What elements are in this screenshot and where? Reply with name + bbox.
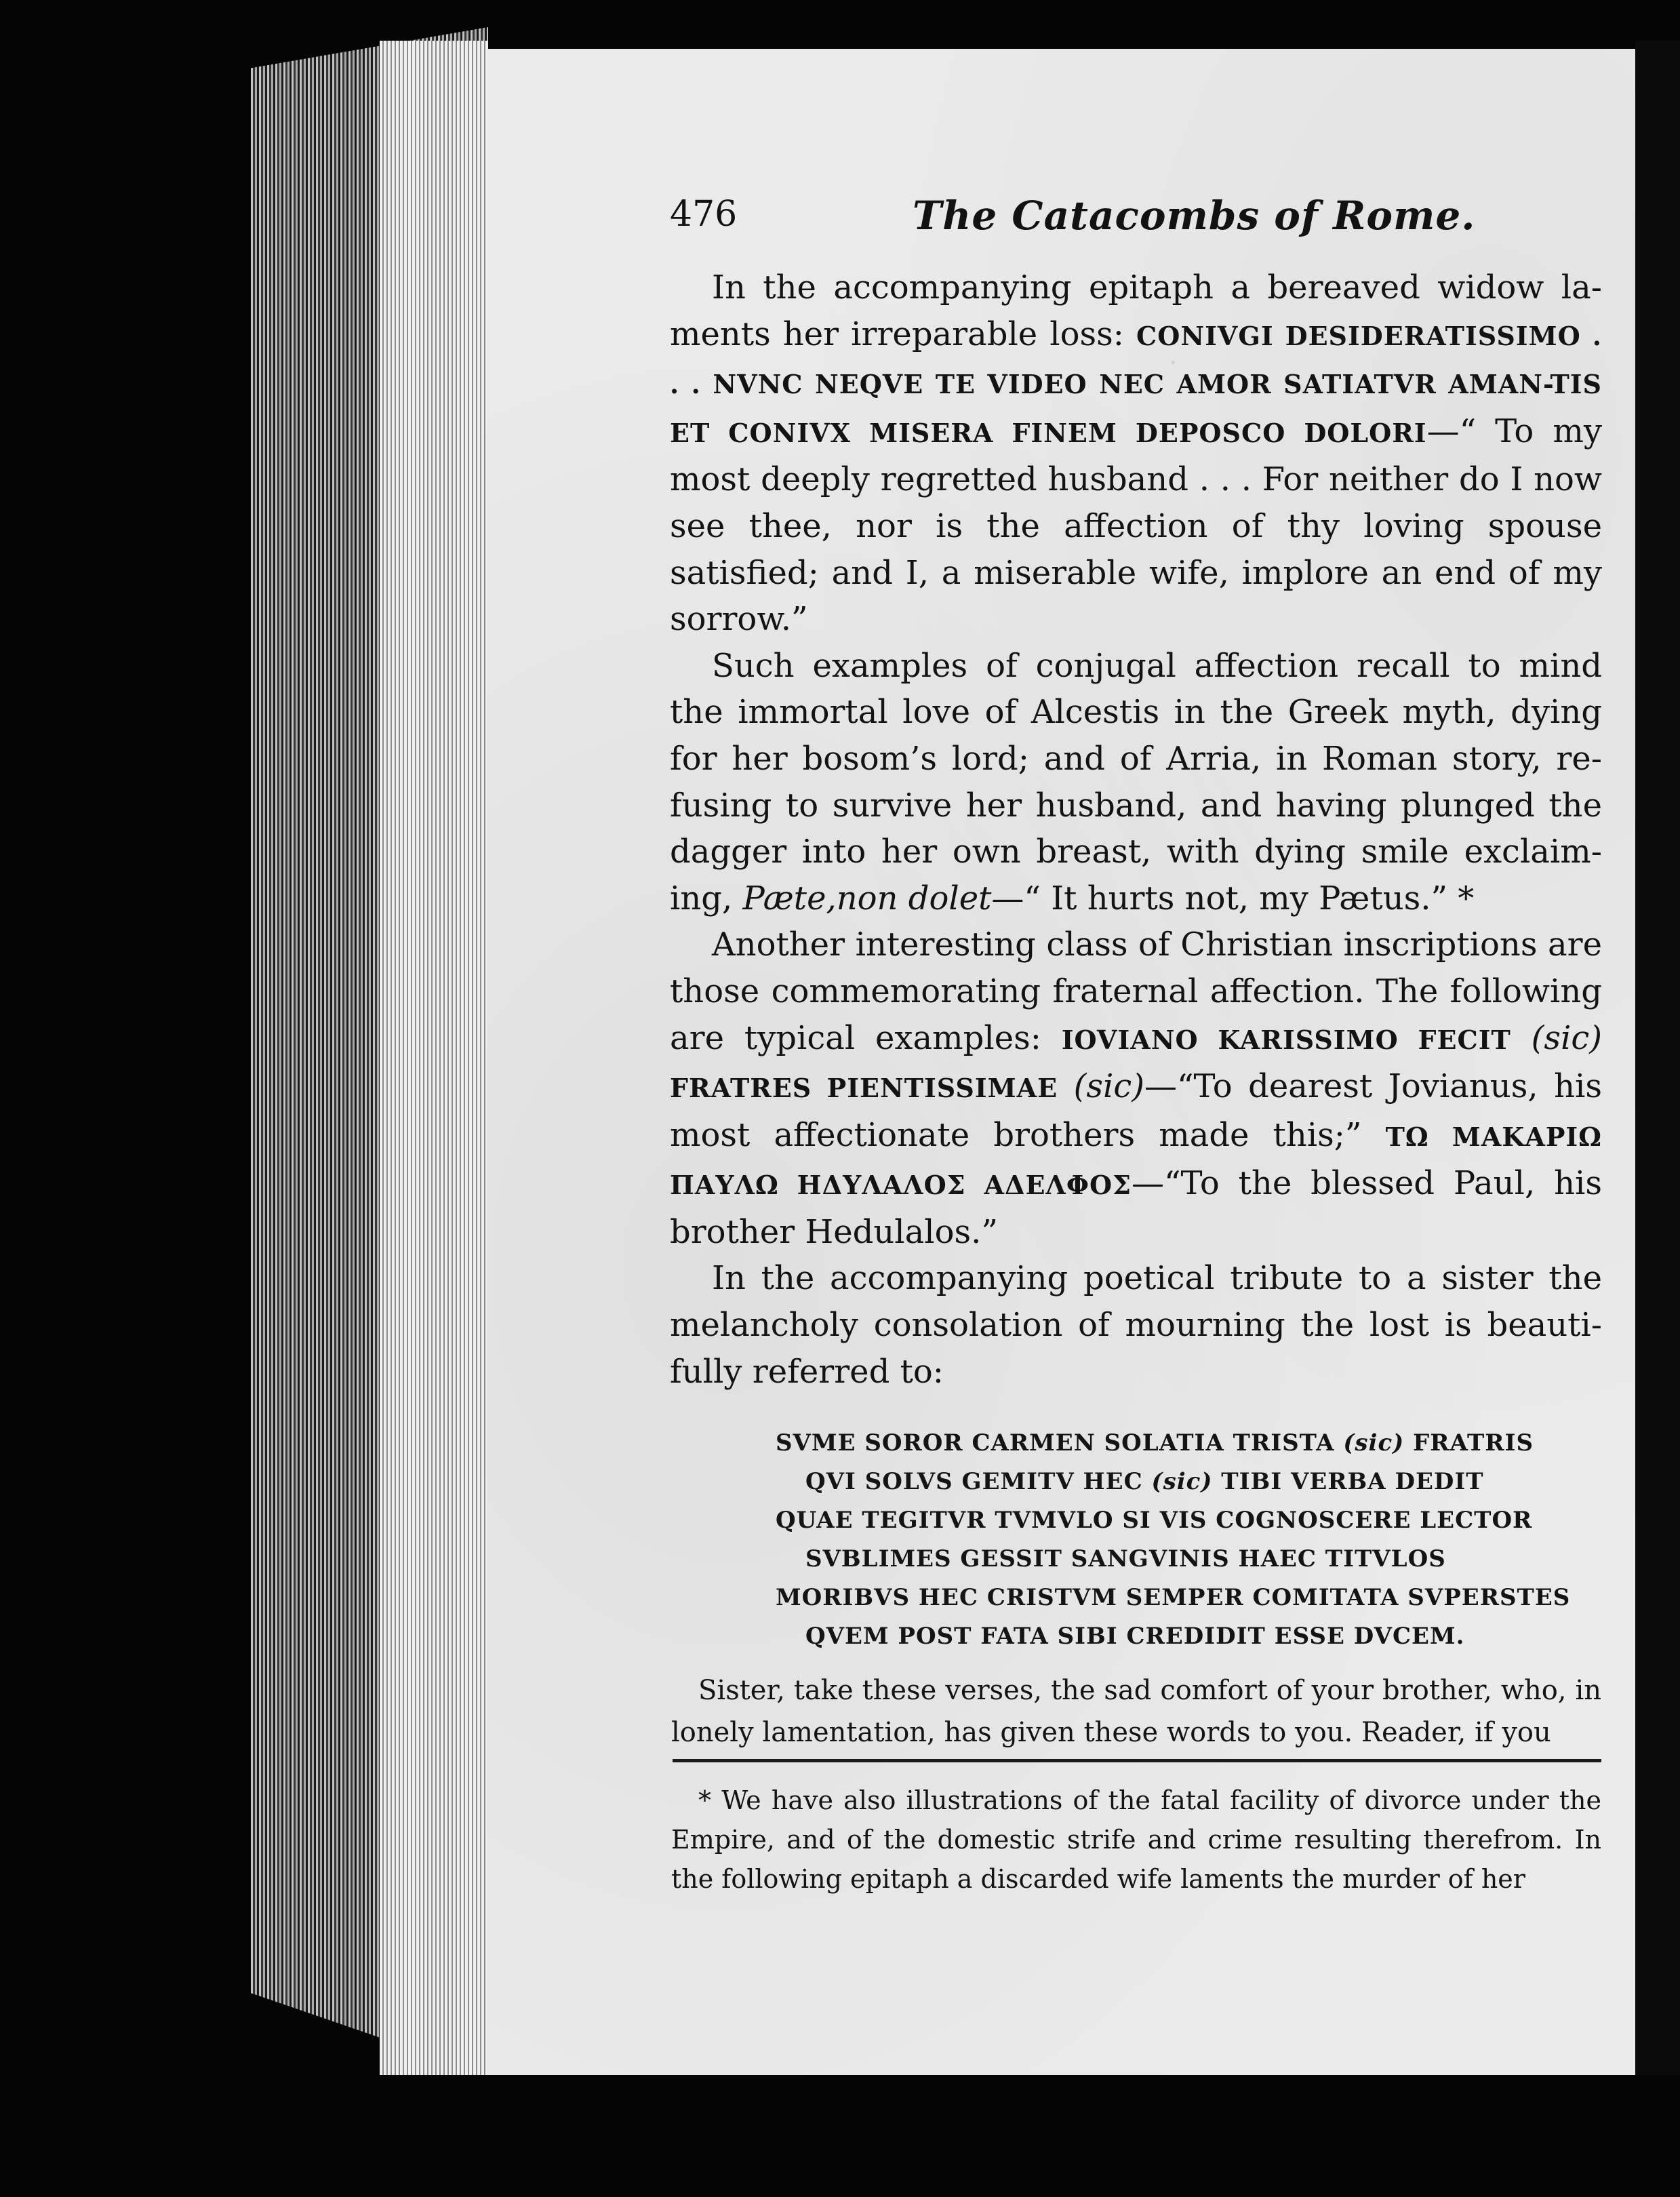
paragraph-text: In the accompanying epitaph a bereaved widow la-ments her irreparable loss: bbox=[670, 269, 1602, 353]
paragraph-text: —“ To my most deeply regretted husband . . . For neither do I now see thee, nor is the affection of thy loving spouse satisfied; and I, a miserable wife, implore an end of my sorrow.” bbox=[670, 412, 1602, 639]
latin-inscription: IOVIANO KARISSIMO FECIT bbox=[1061, 1024, 1511, 1055]
page-header bbox=[670, 183, 1599, 244]
latin-inscription: CONIVGI DESIDERATISSIMO . . . NVNC NEQVE TE VIDEO NEC AMOR SATIATVR AMAN-TIS ET CONIVX MISERA FINEM DEPOSCO DOLORI bbox=[670, 320, 1602, 448]
running-title: The Catacombs of Rome. bbox=[913, 193, 1476, 239]
right-page-shadow bbox=[1635, 41, 1680, 2075]
poem-translation: Sister, take these verses, the sad comfort of your brother, who, in lonely lamentation, has given these words to you. Reader, if you bbox=[671, 1675, 1601, 1748]
page-number: 476 bbox=[670, 194, 738, 235]
poem-line: QUAE TEGITVR TVMVLO SI VIS COGNOSCERE LECTOR bbox=[776, 1507, 1533, 1534]
latin-poem bbox=[776, 1424, 1571, 1656]
greek-inscription: ΤΩ ΜΑΚΑΡΙΩ ΠΑΥΛΩ ΗΔΥΛΑΛΟΣ ΑΔΕΛΦΟΣ bbox=[670, 1121, 1602, 1201]
paragraph-widow-epitaph bbox=[670, 264, 1602, 643]
book-page-edges-inner bbox=[380, 41, 488, 2075]
sic-note: (sic) bbox=[1531, 1018, 1602, 1057]
poem-text: QVI SOLVS GEMITV HEC bbox=[805, 1468, 1152, 1495]
paragraph-text: —“To dearest Jovianus, his most affectionate brothers made this;” bbox=[670, 1067, 1602, 1154]
poem-text: TIBI VERBA DEDIT bbox=[1212, 1468, 1484, 1495]
poem-text: SVME SOROR CARMEN SOLATIA TRISTA bbox=[776, 1429, 1344, 1457]
latin-inscription: FRATRES PIENTISSIMAE bbox=[670, 1073, 1058, 1104]
paragraph-conjugal-affection bbox=[670, 643, 1602, 922]
poem-line bbox=[776, 1424, 1562, 1463]
paragraph-text: Such examples of conjugal affection recall to mind the immortal love of Alcestis in the Greek myth, dying for her bosom’s lord; and of Arria, in Roman story, re-fusing to survive her husband, and having plunged the dagger into her own breast, with dying smile exclaim-ing, bbox=[670, 646, 1602, 917]
body-text bbox=[670, 264, 1602, 1395]
footnote: * We have also illustrations of the fatal facility of divorce under the Empire, and of the domestic strife and crime resulting therefrom. In the following epitaph a discarded wife laments the murder of her bbox=[671, 1785, 1601, 1894]
paragraph-fraternal-affection bbox=[670, 922, 1602, 1255]
sic-note: (sic) bbox=[1343, 1429, 1405, 1457]
poem-line: QVEM POST FATA SIBI CREDIDIT ESSE DVCEM. bbox=[805, 1623, 1465, 1650]
sic-note: (sic) bbox=[1073, 1067, 1144, 1106]
paragraph-poetical-tribute: In the accompanying poetical tribute to a sister the melancholy consolation of mourning the lost is beauti-fully referred to: bbox=[670, 1259, 1602, 1391]
sic-note: (sic) bbox=[1151, 1468, 1213, 1495]
paragraph-text: —“To the blessed Paul, his brother Hedulalos.” bbox=[670, 1164, 1602, 1251]
latin-quote: Pæte,non dolet bbox=[742, 879, 992, 917]
footnote-rule bbox=[673, 1759, 1601, 1762]
poem-line: SVBLIMES GESSIT SANGVINIS HAEC TITVLOS bbox=[805, 1545, 1446, 1572]
poem-text: FRATRIS bbox=[1404, 1429, 1534, 1457]
poem-line bbox=[776, 1463, 1562, 1501]
paragraph-text: Another interesting class of Christian inscriptions are those commemorating fraternal affection. The following are typical examples: bbox=[670, 926, 1602, 1057]
poem-line: MORIBVS HEC CRISTVM SEMPER COMITATA SVPERSTES bbox=[776, 1584, 1571, 1611]
paragraph-text: —“ It hurts not, my Pætus.” * bbox=[991, 879, 1475, 917]
